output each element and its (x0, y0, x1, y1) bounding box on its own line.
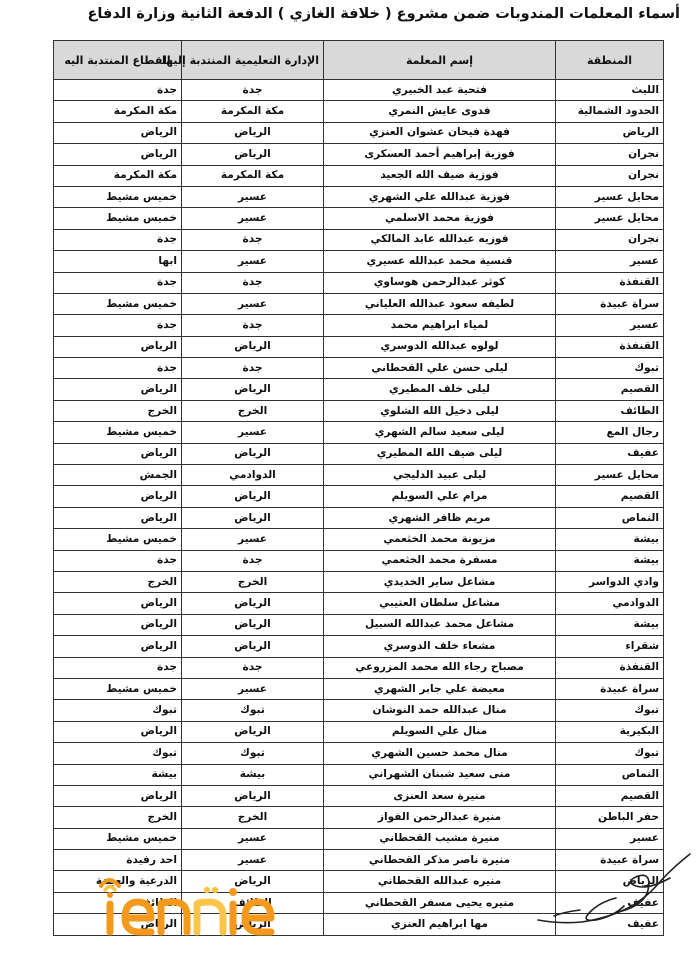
cell-sector: خميس مشيط (54, 828, 182, 849)
cell-teacher-name: فدوى عايش النمري (324, 101, 556, 122)
header-sector: القطاع المنتدبة اليه (54, 41, 182, 80)
cell-teacher-name: مشاعل محمد عبدالله السبيل (324, 614, 556, 635)
cell-education-administration: الرياض (182, 122, 324, 143)
cell-sector: الرياض (54, 636, 182, 657)
cell-sector: الرياض (54, 507, 182, 528)
cell-education-administration: الرياض (182, 336, 324, 357)
table-row (54, 550, 664, 571)
cell-teacher-name: منيرة ناصر مذكر القحطاني (324, 850, 556, 871)
cell-education-administration: بيشة (182, 764, 324, 785)
cell-teacher-name: مشاعل سلطان العتيبي (324, 593, 556, 614)
cell-sector: الرياض (54, 379, 182, 400)
cell-education-administration: الخرج (182, 400, 324, 421)
cell-teacher-name: مرام علي السويلم (324, 486, 556, 507)
handwritten-signature (520, 850, 700, 940)
cell-teacher-name: منيرة مشيب القحطاني (324, 828, 556, 849)
cell-region: الحدود الشمالية (556, 101, 664, 122)
cell-teacher-name: فوزية عبدالله علي الشهري (324, 186, 556, 207)
cell-teacher-name: منيرة عبدالرحمن الفواز (324, 807, 556, 828)
cell-teacher-name: منى سعيد شبنان الشهراني (324, 764, 556, 785)
cell-sector: الرياض (54, 614, 182, 635)
cell-teacher-name: فوزيه عبدالله عابد المالكي (324, 229, 556, 250)
cell-region: الدوادمي (556, 593, 664, 614)
table-row (54, 828, 664, 849)
cell-sector: الرياض (54, 144, 182, 165)
cell-region: بيشة (556, 614, 664, 635)
cell-region: حفر الباطن (556, 807, 664, 828)
cell-education-administration: جدة (182, 315, 324, 336)
cell-teacher-name: مسفرة محمد الخثعمي (324, 550, 556, 571)
cell-sector: الرياض (54, 122, 182, 143)
table-row (54, 293, 664, 314)
cell-sector: خميس مشيط (54, 529, 182, 550)
cell-education-administration: جدة (182, 550, 324, 571)
cell-region: القصيم (556, 785, 664, 806)
cell-education-administration: الخرج (182, 571, 324, 592)
cell-education-administration: الخرج (182, 807, 324, 828)
cell-region: القصيم (556, 486, 664, 507)
cell-education-administration: تبوك (182, 743, 324, 764)
cell-region: تبوك (556, 358, 664, 379)
cell-teacher-name: فوزية ضيف الله الجعيد (324, 165, 556, 186)
ienie-logo (95, 872, 290, 944)
cell-sector: الطائف (54, 892, 182, 913)
table-row (54, 379, 664, 400)
cell-education-administration: جدة (182, 229, 324, 250)
cell-education-administration: الرياض (182, 507, 324, 528)
cell-education-administration: الرياض (182, 614, 324, 635)
cell-teacher-name: فوزية إبراهيم أحمد العسكرى (324, 144, 556, 165)
cell-sector: خميس مشيط (54, 208, 182, 229)
cell-teacher-name: منال عبدالله حمد النوشان (324, 700, 556, 721)
teachers-table (53, 40, 664, 936)
cell-region: رجال المع (556, 422, 664, 443)
cell-education-administration: جدة (182, 358, 324, 379)
cell-region: نجران (556, 229, 664, 250)
cell-region: محايل عسير (556, 186, 664, 207)
cell-region: الليث (556, 80, 664, 101)
cell-education-administration: الرياض (182, 443, 324, 464)
cell-region: الطائف (556, 400, 664, 421)
table-row (54, 465, 664, 486)
table-row (54, 443, 664, 464)
cell-education-administration: الدوادمي (182, 465, 324, 486)
cell-education-administration: الرياض (182, 636, 324, 657)
table-row (54, 422, 664, 443)
table-header-row (54, 41, 664, 80)
cell-teacher-name: منال محمد حسين الشهري (324, 743, 556, 764)
cell-teacher-name: منيرة سعد العنزى (324, 785, 556, 806)
cell-sector: مكة المكرمة (54, 101, 182, 122)
cell-teacher-name: مشعاء خلف الدوسري (324, 636, 556, 657)
cell-region: عفيف (556, 443, 664, 464)
cell-region: تبوك (556, 700, 664, 721)
cell-region: نجران (556, 144, 664, 165)
cell-education-administration: جدة (182, 272, 324, 293)
table-row (54, 593, 664, 614)
cell-region: النماص (556, 507, 664, 528)
header-education-administration: الإدارة التعليمية المنتدبة إليها (182, 41, 324, 80)
cell-sector: الرياض (54, 336, 182, 357)
cell-teacher-name: مصباح رجاء الله محمد المزروعي (324, 657, 556, 678)
table-row (54, 529, 664, 550)
table-row (54, 165, 664, 186)
table-row (54, 122, 664, 143)
cell-teacher-name: منيره يحيى مسفر القحطاني (324, 892, 556, 913)
cell-region: القصيم (556, 379, 664, 400)
cell-sector: جدة (54, 550, 182, 571)
cell-sector: بيشة (54, 764, 182, 785)
cell-sector: الرياض (54, 486, 182, 507)
cell-education-administration: الرياض (182, 486, 324, 507)
cell-region: عفيف (556, 892, 664, 913)
cell-region: سراة عبيدة (556, 678, 664, 699)
cell-region: وادي الدواسر (556, 571, 664, 592)
cell-education-administration: عسير (182, 422, 324, 443)
cell-teacher-name: مها ابراهيم العنزي (324, 914, 556, 935)
table-row (54, 400, 664, 421)
table-row (54, 571, 664, 592)
cell-teacher-name: فهدة فيحان عشوان العنزي (324, 122, 556, 143)
cell-sector: الرياض (54, 443, 182, 464)
table-body (54, 80, 664, 936)
cell-sector: الخرج (54, 400, 182, 421)
cell-sector: جدة (54, 272, 182, 293)
cell-sector: تبوك (54, 743, 182, 764)
cell-teacher-name: لولوه عبدالله الدوسري (324, 336, 556, 357)
cell-teacher-name: ليلى خلف المطيري (324, 379, 556, 400)
cell-region: الرياض (556, 122, 664, 143)
cell-sector: الرياض (54, 593, 182, 614)
cell-sector: خميس مشيط (54, 293, 182, 314)
cell-region: تبوك (556, 743, 664, 764)
cell-region: البكيرية (556, 721, 664, 742)
cell-education-administration: الرياض (182, 593, 324, 614)
cell-region: القنفذة (556, 272, 664, 293)
table-row (54, 186, 664, 207)
cell-region: نجران (556, 165, 664, 186)
cell-sector: الخرج (54, 571, 182, 592)
cell-education-administration: الرياض (182, 914, 324, 935)
cell-education-administration: عسير (182, 186, 324, 207)
cell-region: سراة عبيدة (556, 293, 664, 314)
cell-sector: مكة المكرمة (54, 165, 182, 186)
cell-education-administration: الرياض (182, 144, 324, 165)
cell-teacher-name: لطيفه سعود عبدالله العلياني (324, 293, 556, 314)
cell-sector: ابها (54, 251, 182, 272)
cell-teacher-name: فتحية عبد الخبيري (324, 80, 556, 101)
cell-sector: الدرعية والعيينة (54, 871, 182, 892)
cell-education-administration: الرياض (182, 721, 324, 742)
cell-region: بيشة (556, 529, 664, 550)
table-row (54, 336, 664, 357)
cell-education-administration: عسير (182, 678, 324, 699)
cell-region: بيشة (556, 550, 664, 571)
table-row (54, 764, 664, 785)
cell-sector: جدة (54, 315, 182, 336)
table-row (54, 208, 664, 229)
table-row (54, 807, 664, 828)
table-row (54, 251, 664, 272)
cell-teacher-name: معيضة علي جابر الشهري (324, 678, 556, 699)
table-row (54, 678, 664, 699)
cell-education-administration: جدة (182, 80, 324, 101)
cell-sector: جدة (54, 229, 182, 250)
cell-sector: احد رفيدة (54, 850, 182, 871)
cell-teacher-name: فوزية محمد الاسلمي (324, 208, 556, 229)
cell-education-administration: الرياض (182, 379, 324, 400)
cell-sector: جدة (54, 358, 182, 379)
table-row (54, 144, 664, 165)
cell-teacher-name: مزيونة محمد الخثعمي (324, 529, 556, 550)
cell-region: عفيف (556, 914, 664, 935)
cell-teacher-name: ليلى حسن علي القحطاني (324, 358, 556, 379)
cell-teacher-name: مشاعل ساير الخديدي (324, 571, 556, 592)
cell-sector: الخرج (54, 807, 182, 828)
cell-teacher-name: ليلى سعيد سالم الشهري (324, 422, 556, 443)
table-row (54, 614, 664, 635)
cell-sector: خميس مشيط (54, 186, 182, 207)
logo-dot (107, 892, 113, 898)
cell-sector: جدة (54, 657, 182, 678)
cell-education-administration: مكة المكرمة (182, 101, 324, 122)
table-row (54, 721, 664, 742)
cell-teacher-name: مريم ظافر الشهري (324, 507, 556, 528)
table-row (54, 486, 664, 507)
cell-education-administration: عسير (182, 293, 324, 314)
header-teacher-name: إسم المعلمة (324, 41, 556, 80)
cell-sector: تبوك (54, 700, 182, 721)
table-row (54, 636, 664, 657)
header-region: المنطقة (556, 41, 664, 80)
cell-education-administration: الطائف (182, 892, 324, 913)
table-row (54, 229, 664, 250)
cell-region: القنفذة (556, 336, 664, 357)
cell-education-administration: جدة (182, 657, 324, 678)
cell-education-administration: عسير (182, 251, 324, 272)
cell-teacher-name: كوثر عبدالرحمن هوساوي (324, 272, 556, 293)
cell-teacher-name: منال علي السويلم (324, 721, 556, 742)
cell-region: الرياض (556, 871, 664, 892)
table-row (54, 101, 664, 122)
cell-sector: خميس مشيط (54, 678, 182, 699)
cell-education-administration: تبوك (182, 700, 324, 721)
cell-sector: الرياض (54, 721, 182, 742)
cell-sector: خميس مشيط (54, 422, 182, 443)
cell-education-administration: عسير (182, 850, 324, 871)
table-row (54, 80, 664, 101)
cell-education-administration: عسير (182, 529, 324, 550)
cell-sector: الرياض (54, 914, 182, 935)
cell-education-administration: عسير (182, 208, 324, 229)
page-title: أسماء المعلمات المندوبات ضمن مشروع ( خلافة الغازي ) الدفعة الثانية وزارة الدفاع (87, 6, 680, 22)
table-row (54, 700, 664, 721)
cell-teacher-name: لمياء ابراهيم محمد (324, 315, 556, 336)
table-row (54, 657, 664, 678)
cell-region: سراة عبيدة (556, 850, 664, 871)
cell-region: شقراء (556, 636, 664, 657)
cell-teacher-name: قنسية محمد عبدالله عسيري (324, 251, 556, 272)
cell-region: عسير (556, 315, 664, 336)
cell-region: محايل عسير (556, 465, 664, 486)
table-row (54, 272, 664, 293)
cell-sector: الرياض (54, 785, 182, 806)
table-row (54, 785, 664, 806)
cell-region: النماص (556, 764, 664, 785)
table-row (54, 507, 664, 528)
cell-region: القنفذة (556, 657, 664, 678)
cell-region: عسير (556, 251, 664, 272)
cell-teacher-name: ليلى عبيد الدليجي (324, 465, 556, 486)
cell-sector: الجمش (54, 465, 182, 486)
cell-education-administration: الرياض (182, 785, 324, 806)
cell-sector: جدة (54, 80, 182, 101)
logo-signal-arc-inner (105, 887, 115, 891)
cell-teacher-name: ليلى ضيف الله المطيري (324, 443, 556, 464)
cell-education-administration: الرياض (182, 871, 324, 892)
table-row (54, 358, 664, 379)
table-row (54, 315, 664, 336)
cell-region: محايل عسير (556, 208, 664, 229)
cell-teacher-name: ليلى دخيل الله الشلوي (324, 400, 556, 421)
table-row (54, 743, 664, 764)
cell-education-administration: عسير (182, 828, 324, 849)
cell-teacher-name: منيره عبدالله القحطاني (324, 871, 556, 892)
cell-region: عسير (556, 828, 664, 849)
cell-education-administration: مكة المكرمة (182, 165, 324, 186)
